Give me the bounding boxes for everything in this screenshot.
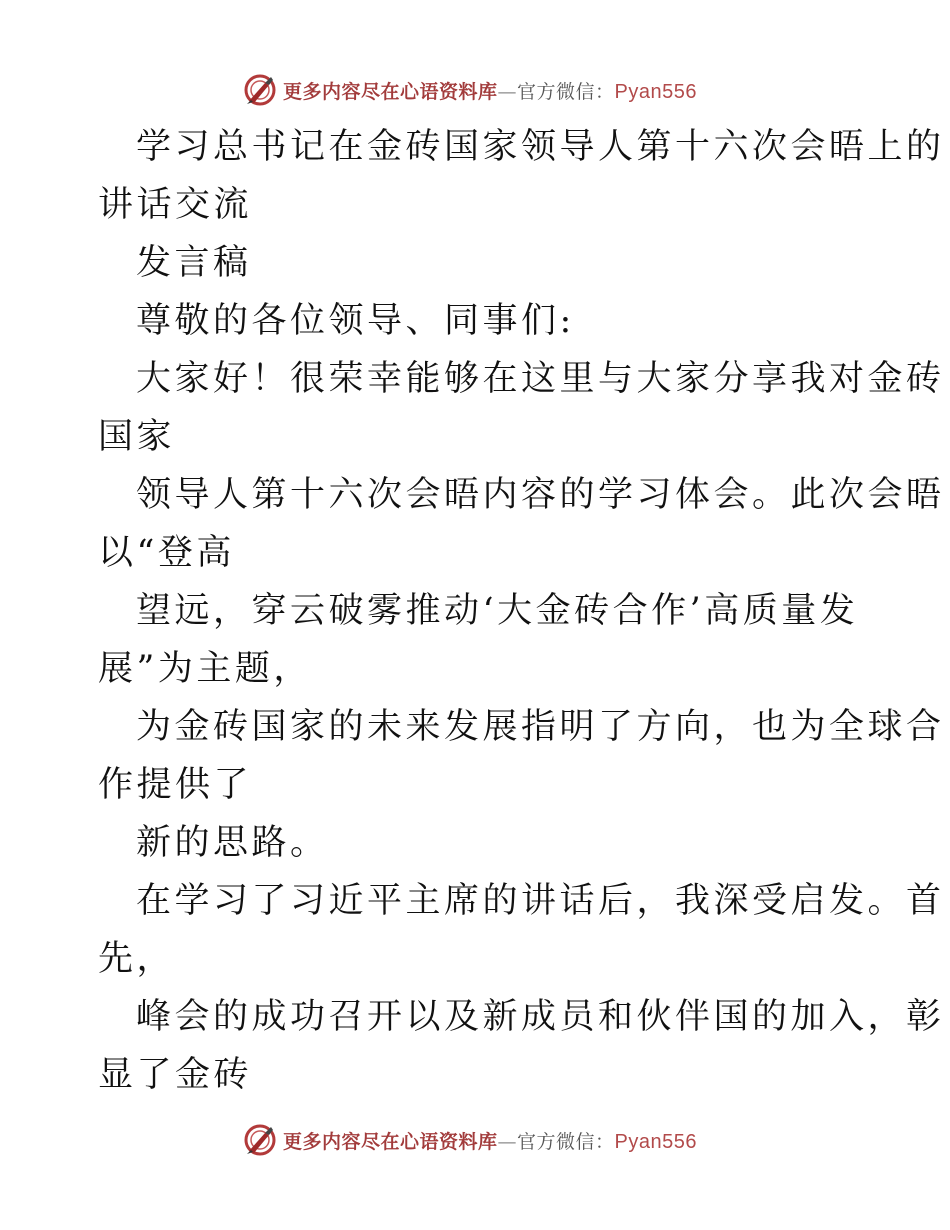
watermark-wechat-id: Pyan556 <box>614 80 697 103</box>
watermark-banner-inner <box>243 1123 697 1157</box>
text-line: 尊敬的各位领导、同事们: <box>136 301 575 341</box>
watermark-banner-inner <box>243 73 697 107</box>
text-line: 学习总书记在金砖国家领导人第十六次会晤上的 <box>136 127 945 167</box>
text-line: 先， <box>98 939 176 979</box>
watermark-wechat-id: Pyan556 <box>614 1130 697 1153</box>
text-line: 以“登高 <box>98 533 235 573</box>
text-line: 国家 <box>98 417 176 457</box>
watermark-main: 更多内容尽在心语资料库 <box>283 80 498 103</box>
pen-logo-icon <box>243 73 277 107</box>
text-line: 显了金砖 <box>98 1055 253 1095</box>
text-line: 发言稿 <box>136 243 252 283</box>
text-line: 望远，穿云破雾推动‘大金砖合作’高质量发 <box>136 591 859 631</box>
watermark-wechat-label: 官方微信： <box>517 1130 615 1153</box>
watermark-banner-top <box>0 70 950 110</box>
watermark-main: 更多内容尽在心语资料库 <box>283 1130 498 1153</box>
text-line: 峰会的成功召开以及新成员和伙伴国的加入，彰 <box>136 997 945 1037</box>
text-line: 作提供了 <box>98 765 253 805</box>
watermark-banner-bottom <box>0 1120 950 1160</box>
watermark-dash: — <box>497 1130 518 1153</box>
text-line: 讲话交流 <box>98 185 253 225</box>
text-line: 新的思路。 <box>136 823 329 863</box>
text-line: 展”为主题， <box>98 649 312 689</box>
text-line: 领导人第十六次会晤内容的学习体会。此次会晤 <box>136 475 945 515</box>
watermark-text <box>283 1127 697 1154</box>
text-line: 在学习了习近平主席的讲话后，我深受启发。首 <box>136 881 945 921</box>
text-line: 大家好！很荣幸能够在这里与大家分享我对金砖 <box>136 359 945 399</box>
text-line: 为金砖国家的未来发展指明了方向，也为全球合 <box>136 707 945 747</box>
watermark-dash: — <box>497 80 518 103</box>
watermark-text <box>283 77 697 104</box>
pen-logo-icon <box>243 1123 277 1157</box>
watermark-wechat-label: 官方微信： <box>517 80 615 103</box>
document-body <box>98 118 945 1104</box>
